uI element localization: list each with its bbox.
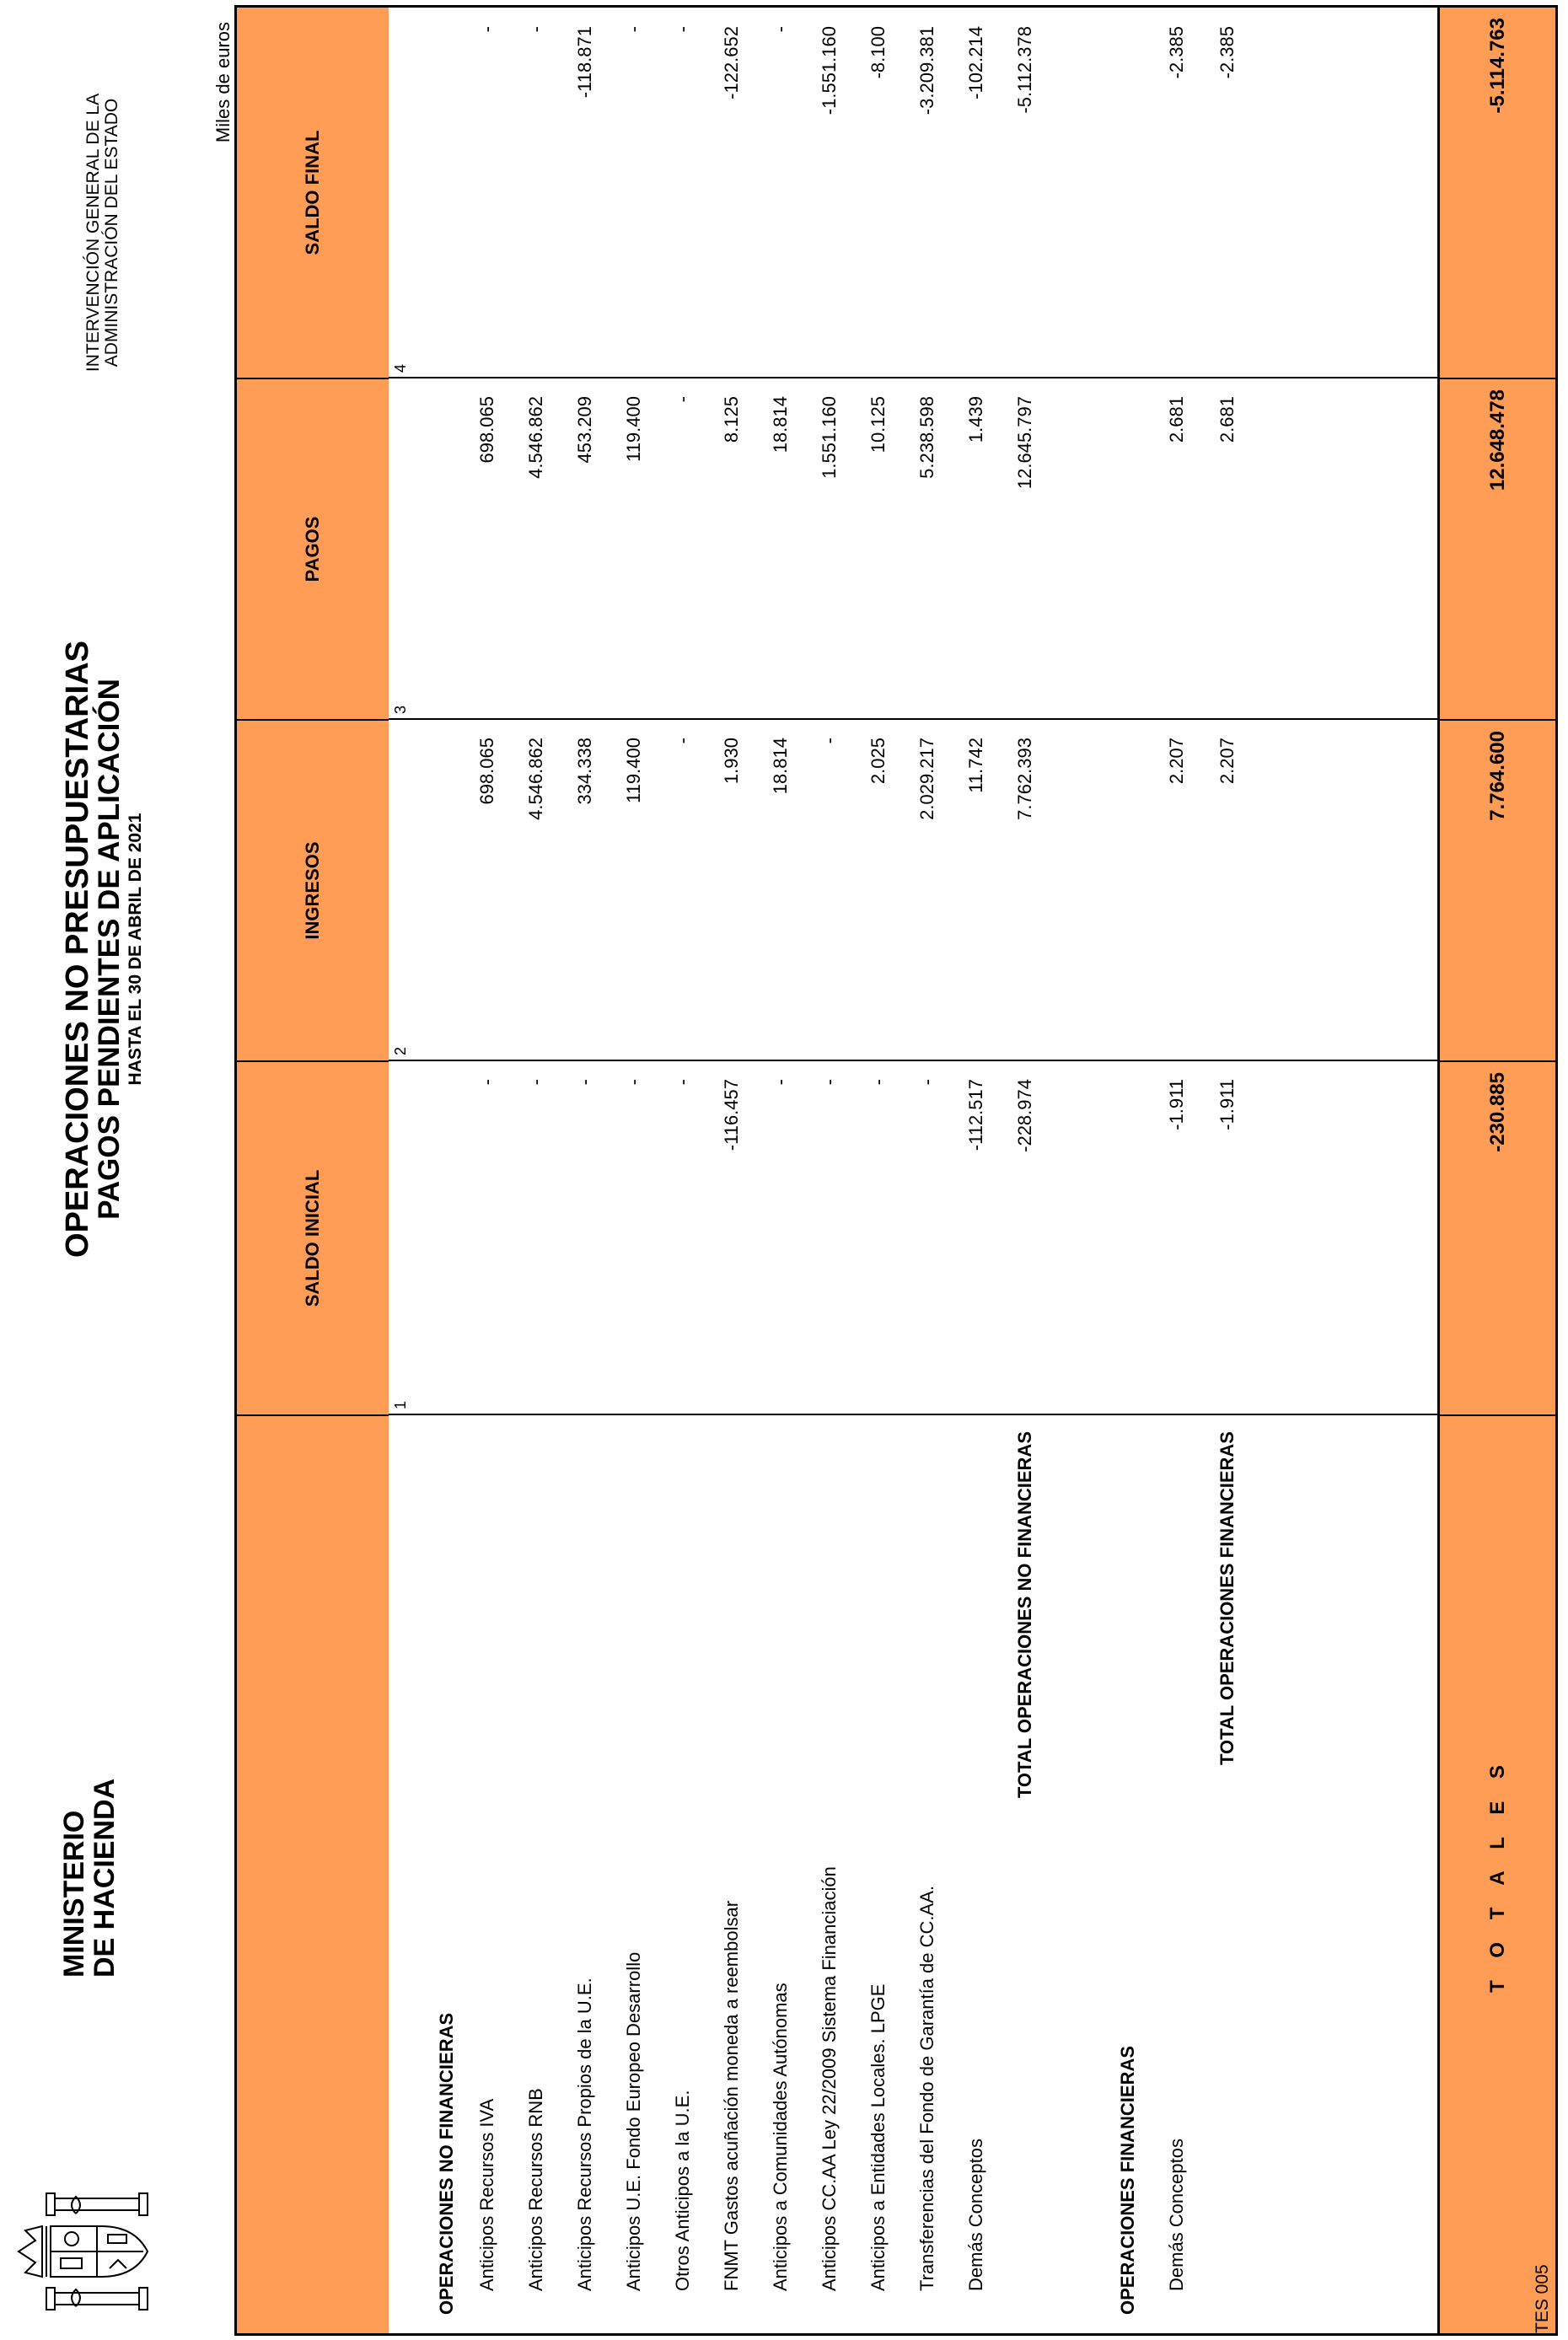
cell-saldo-final: -2.385 [1216, 26, 1238, 79]
cell-ingresos: - [672, 738, 693, 744]
row-label: Anticipos CC.AA Ley 22/2009 Sistema Financiación [819, 1866, 840, 2291]
row-label: Anticipos U.E. Fondo Europeo Desarrollo [623, 1951, 644, 2291]
cell-ingresos: 1.930 [721, 738, 742, 785]
table-row [962, 8, 991, 2333]
header-saldo-inicial: SALDO INICIAL [237, 1060, 389, 1414]
totals-saldo-final: -5.114.763 [1485, 18, 1509, 114]
document-title [61, 570, 147, 1328]
title-line-2: PAGOS PENDIENTES DE APLICACIÓN [93, 679, 126, 1220]
cell-saldo-final: - [525, 26, 546, 33]
row-label: Anticipos Recursos RNB [525, 2088, 546, 2291]
totals-ingresos: 7.764.600 [1440, 719, 1555, 1060]
table-row [815, 8, 844, 2333]
cell-pagos: 698.065 [476, 396, 497, 464]
cell-saldo-final: -5.112.378 [1014, 26, 1035, 114]
cell-pagos: 10.125 [867, 396, 889, 454]
cell-saldo-final [432, 26, 461, 378]
row-label: TOTAL OPERACIONES NO FINANCIERAS [1014, 1431, 1035, 1799]
row-label: TOTAL OPERACIONES FINANCIERAS [1216, 1431, 1238, 1766]
column-number-3: 3 [392, 705, 409, 714]
cell-ingresos: 334.338 [574, 738, 595, 805]
cell-saldo-final: -3.209.381 [916, 26, 937, 115]
cell-pagos: 8.125 [721, 396, 742, 443]
table-row [473, 8, 502, 2333]
header-pagos: PAGOS [237, 378, 389, 719]
cell-ingresos [432, 738, 461, 1060]
cell-pagos: 2.681 [1166, 396, 1187, 443]
cell-ingresos: 2.025 [867, 738, 889, 785]
cell-ingresos: 119.400 [623, 738, 644, 803]
section-row [1114, 8, 1142, 2333]
cell-saldo-inicial: - [867, 1079, 889, 1086]
section-row [432, 8, 461, 2333]
table-row [864, 8, 893, 2333]
cell-saldo-inicial: - [525, 1079, 546, 1086]
cell-pagos: - [672, 396, 693, 403]
totals-row [1437, 8, 1555, 2333]
cell-saldo-final: -122.652 [721, 26, 742, 99]
cell-saldo-inicial: -1.911 [1216, 1079, 1238, 1130]
row-label: Anticipos Recursos IVA [476, 2098, 497, 2291]
subtotal-row [1011, 8, 1039, 2333]
table-row [571, 8, 599, 2333]
column-number-2: 2 [392, 1046, 409, 1055]
cell-pagos: 12.645.797 [1014, 396, 1035, 490]
column-number-1: 1 [392, 1400, 409, 1409]
cell-ingresos: 4.546.862 [525, 738, 546, 820]
totals-saldo-inicial: -230.885 [1440, 1060, 1555, 1414]
cell-saldo-inicial: - [623, 1079, 644, 1086]
cell-saldo-final: - [770, 26, 791, 33]
row-label: Otros Anticipos a la U.E. [672, 2090, 693, 2291]
table-row [522, 8, 550, 2333]
units-label: Miles de euros [212, 22, 234, 143]
subtotal-row [1213, 8, 1242, 2333]
table-row [913, 8, 942, 2333]
cell-pagos: 1.551.160 [819, 396, 840, 479]
table-row [717, 8, 746, 2333]
cell-pagos: 4.546.862 [525, 396, 546, 479]
row-label: Anticipos a Entidades Locales. LPGE [867, 1983, 889, 2291]
cell-ingresos: 2.029.217 [916, 738, 937, 820]
cell-ingresos: 18.814 [770, 738, 791, 795]
totals-label: T O T A L E S [1440, 1414, 1555, 2333]
cell-saldo-final: - [672, 26, 693, 33]
cell-ingresos [1114, 738, 1142, 1060]
row-label: Demás Conceptos [965, 2139, 986, 2291]
cell-saldo-final [1114, 26, 1142, 378]
cell-ingresos: 2.207 [1216, 738, 1238, 785]
cell-saldo-inicial: - [672, 1079, 693, 1086]
cell-pagos [1114, 396, 1142, 719]
cell-ingresos: 11.742 [965, 738, 986, 793]
cell-pagos: 18.814 [770, 396, 791, 454]
cell-saldo-final: -1.551.160 [819, 26, 840, 115]
totals-pagos: 12.648.478 [1440, 378, 1555, 719]
cell-saldo-final: -118.871 [574, 26, 595, 99]
cell-saldo-final: -2.385 [1166, 26, 1187, 79]
cell-ingresos: 698.065 [476, 738, 497, 805]
cell-saldo-inicial: - [819, 1079, 840, 1086]
title-date: HASTA EL 30 DE ABRIL DE 2021 [126, 813, 145, 1086]
cell-saldo-inicial: - [916, 1079, 937, 1086]
spain-coat-of-arms-icon [8, 2188, 160, 2315]
igae-label [84, 22, 121, 443]
igae-line-2: ADMINISTRACIÓN DEL ESTADO [102, 98, 121, 368]
report-code: TES 005 [1533, 2264, 1552, 2333]
cell-saldo-inicial [432, 1079, 461, 1414]
ministry-line-2: DE HACIENDA [89, 1778, 121, 1978]
column-number-4: 4 [392, 363, 409, 373]
ministry-name [59, 1779, 120, 1978]
cell-saldo-inicial: -112.517 [965, 1079, 986, 1151]
cell-saldo-final: - [623, 26, 644, 33]
row-label: FNMT Gastos acuñación moneda a reembolsar [721, 1900, 742, 2291]
title-line-1: OPERACIONES NO PRESUPUESTARIAS [60, 641, 95, 1258]
cell-pagos: 453.209 [574, 396, 595, 464]
row-label: Anticipos a Comunidades Autónomas [770, 1983, 791, 2291]
header-saldo-final: SALDO FINAL [237, 8, 389, 378]
row-label: Anticipos Recursos Propios de la U.E. [574, 1978, 595, 2291]
cell-saldo-final: -8.100 [867, 26, 889, 79]
cell-saldo-inicial: - [770, 1079, 791, 1086]
data-table [234, 5, 1558, 2336]
cell-ingresos: - [819, 738, 840, 744]
ministry-line-1: MINISTERIO [58, 1810, 90, 1978]
row-label: OPERACIONES FINANCIERAS [1117, 2045, 1138, 2315]
cell-pagos: 2.681 [1216, 396, 1238, 443]
cell-pagos: 5.238.598 [916, 396, 937, 479]
table-row [766, 8, 795, 2333]
cell-pagos: 1.439 [965, 396, 986, 443]
cell-saldo-final: -102.214 [965, 26, 986, 99]
cell-pagos [432, 396, 461, 719]
cell-ingresos: 7.762.393 [1014, 738, 1035, 820]
table-row [620, 8, 648, 2333]
row-label: OPERACIONES NO FINANCIERAS [436, 2012, 457, 2315]
row-label: Transferencias del Fondo de Garantía de CC.AA. [916, 1886, 937, 2291]
cell-saldo-inicial: - [574, 1079, 595, 1086]
cell-saldo-inicial: -1.911 [1166, 1079, 1187, 1130]
cell-saldo-inicial: -116.457 [721, 1079, 742, 1151]
header-concept-cell [237, 1414, 389, 2333]
cell-ingresos: 2.207 [1166, 738, 1187, 785]
igae-line-1: INTERVENCIÓN GENERAL DE LA [83, 93, 103, 373]
cell-saldo-final: - [476, 26, 497, 33]
cell-saldo-inicial: -228.974 [1014, 1079, 1035, 1152]
cell-saldo-inicial: - [476, 1079, 497, 1086]
cell-pagos: 119.400 [623, 396, 644, 462]
table-row [669, 8, 697, 2333]
header-ingresos: INGRESOS [237, 719, 389, 1060]
table-row [1163, 8, 1191, 2333]
row-label: Demás Conceptos [1166, 2139, 1187, 2291]
cell-saldo-inicial [1114, 1079, 1142, 1414]
